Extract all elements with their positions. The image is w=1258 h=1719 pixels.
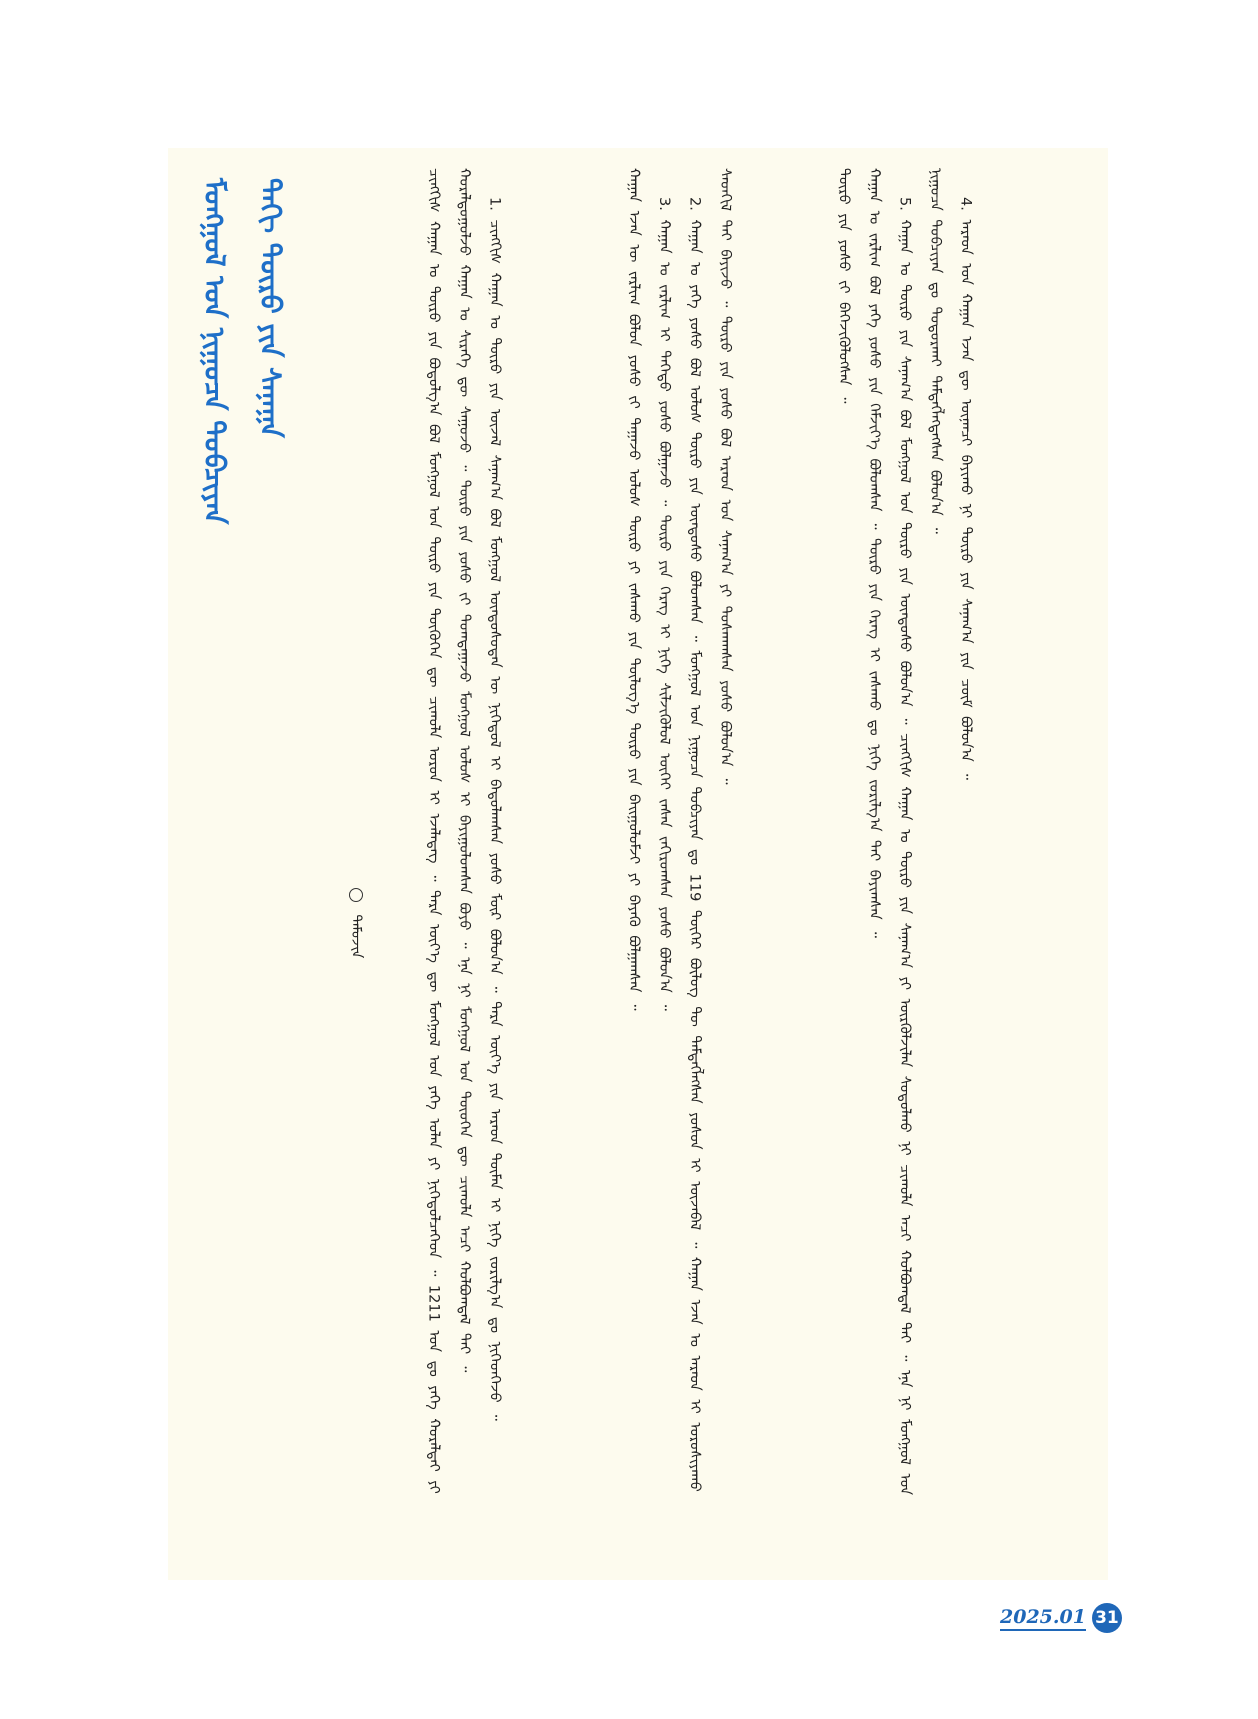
issue-date: 2025.01 — [1000, 1606, 1086, 1631]
paragraph: 5. ᠬᠠᠭᠠᠨ ᠤ ᠲᠥᠷᠥ ᠶᠢᠨ ᠰᠠᠨᠠᠭ᠎ᠠ ᠪᠣᠯ ᠮᠣᠩᠭᠣᠯ ᠤᠨ ᠲᠥᠷᠥ ᠶᠢᠨ ᠦᠨᠳᠦᠰᠦ ᠪᠣᠯᠤᠨ᠎ᠠ ᠃ ᠴᠢᠩᠭᠢᠰ ᠬᠠᠭᠠᠨ ᠤ ᠲᠥᠷᠥ ᠶᠢᠨ ᠰᠠᠨᠠᠭ᠎ᠠ ᠶᠢ ᠦᠷᠭᠦᠯᠵᠢᠯᠡᠨ ᠰᠤᠳᠤᠯᠬᠤ ᠨᠢ ᠴᠢᠬᠤᠯᠠ ᠠᠴᠢ ᠬᠣᠯᠪᠣᠭᠳᠠᠯ ᠲᠠᠢ ᠃ ᠡᠨᠡ ᠨᠢ ᠮᠣᠩᠭᠣᠯ ᠤᠨ ᠨᠢᠭᠤᠴᠠ ᠲᠣᠪᠴᠢᠶᠠᠨ ᠳᠤ ᠲᠤᠳᠤᠷᠬᠠᠢ ᠲᠡᠮᠳᠡᠭᠯᠡᠭᠳᠡᠭᠰᠡᠨ ᠪᠣᠯᠤᠨ᠎ᠠ ᠃ — [896, 168, 943, 1496]
page-number: 31 — [1092, 1603, 1122, 1633]
paragraph: 1. ᠴᠢᠩᠭᠢᠰ ᠬᠠᠭᠠᠨ ᠤ ᠲᠥᠷᠥ ᠶᠢᠨ ᠦᠵᠡᠯ ᠰᠠᠨᠠᠭ᠎ᠠ ᠪᠣᠯ ᠮᠣᠩᠭᠣᠯ ᠦᠨᠳᠦᠰᠦᠲᠡᠨ ᠦ ᠨᠢᠭᠡᠳᠦᠯ ᠢ ᠪᠠᠲᠤᠯᠠᠭᠰᠠᠨ ᠶᠣᠰᠣ ᠮᠥᠷ ᠪᠣᠯᠤᠨ᠎ᠠ ᠃ ᠲᠡᠷᠡ ᠦᠶ᠎ᠡ ᠶᠢᠨ ᠠᠷᠠᠳ ᠲᠦᠮᠡᠨ ᠢ ᠨᠢᠭᠡ ᠵᠣᠷᠢᠯᠭ᠎ᠠ ᠳᠤ ᠨᠢᠭᠡᠳᠬᠡᠵᠦ ᠃ — [486, 197, 503, 1421]
paragraph: 2. ᠬᠠᠭᠠᠨ ᠤ ᠶᠡᠬᠡ ᠶᠣᠰᠣ ᠪᠣᠯ ᠤᠯᠤᠰ ᠲᠥᠷᠥ ᠶᠢᠨ ᠦᠨᠳᠦᠰᠦ ᠪᠣᠯᠤᠭᠰᠠᠨ ᠃ ᠮᠣᠩᠭᠣᠯ ᠤᠨ ᠨᠢᠭᠤᠴᠠ ᠲᠣᠪᠴᠢᠶᠠᠨ ᠳᠤ 119 ᠳᠦᠭᠡᠷ ᠪᠦᠯᠦᠭ ᠲᠦ ᠲᠡᠮᠳᠡᠭᠯᠡᠭᠰᠡᠨ ᠶᠣᠰᠣᠨ ᠢ ᠦᠵᠡᠪᠡᠯ ᠃ ᠬᠠᠭᠠᠨ ᠡᠵᠡᠨ ᠤ ᠠᠷᠠᠳ ᠢ ᠤᠷᠤᠰᠢᠶᠠᠬᠤ ᠰᠡᠳᠬᠢᠯ ᠲᠠᠢ ᠪᠠᠶᠢᠵᠤ ᠃ ᠲᠥᠷᠥ ᠶᠢᠨ ᠶᠣᠰᠣ ᠪᠣᠯ ᠠᠷᠠᠳ ᠤᠨ ᠰᠠᠨᠠᠭ᠎ᠠ ᠶᠢ ᠲᠤᠰᠬᠠᠭᠰᠠᠨ ᠶᠣᠰᠣ ᠪᠣᠯᠤᠨ᠎ᠠ ᠃ — [686, 168, 733, 1492]
text-column-3 — [828, 148, 1098, 1538]
page-footer — [1000, 1598, 1150, 1638]
article-title — [186, 178, 336, 738]
text-column-2 — [618, 148, 818, 1538]
paragraph: ᠴᠢᠩᠭᠢᠰ ᠬᠠᠭᠠᠨ ᠤ ᠲᠥᠷᠥ ᠶᠢᠨ ᠪᠣᠳᠣᠯᠭ᠎ᠠ ᠪᠣᠯ ᠮᠣᠩᠭᠣᠯ ᠤᠨ ᠲᠥᠷᠥ ᠶᠢᠨ ᠲᠦᠭᠦᠬᠡᠨ ᠳᠦ ᠴᠢᠬᠤᠯᠠ ᠤᠷᠤᠨ ᠢ ᠡᠵᠡᠯᠡᠳᠡᠭ ᠃ ᠲᠡᠷᠡ ᠦᠶ᠎ᠡ ᠳᠦ ᠮᠣᠩᠭᠣᠯ ᠤᠨ ᠶᠡᠬᠡ ᠣᠯᠠᠨ ᠶᠢ ᠨᠢᠭᠡᠳᠦᠯᠴᠡᠭᠡᠳ ᠃ 1211 ᠣᠨ ᠳᠤ ᠶᠡᠬᠡ ᠬᠤᠷᠠᠯᠳᠠᠢ ᠶᠢ ᠬᠤᠷᠠᠯᠳᠤᠭᠤᠯᠵᠤ ᠬᠠᠭᠠᠨ ᠤ ᠰᠢᠷᠡᠭᠡ ᠳᠦ ᠰᠠᠭᠤᠵᠤ ᠃ ᠲᠥᠷᠥ ᠶᠢᠨ ᠶᠣᠰᠣ ᠵᠢ ᠲᠣᠭᠲᠠᠭᠠᠵᠤ ᠮᠣᠩᠭᠣᠯ ᠤᠯᠤᠰ ᠢ ᠪᠠᠶᠢᠭᠤᠯᠤᠭᠰᠠᠨ ᠪᠤᠶᠤ ᠃ ᠡᠨᠡ ᠨᠢ ᠮᠣᠩᠭᠣᠯ ᠤᠨ ᠲᠦᠦᠬᠡᠨ ᠳᠦ ᠴᠢᠬᠤᠯᠠ ᠠᠴᠢ ᠬᠣᠯᠪᠣᠭᠳᠠᠯ ᠲᠠᠢ ᠃ — [425, 168, 472, 1494]
circle-bullet-icon — [349, 888, 363, 902]
paragraph: 4. ᠠᠷᠠᠳ ᠤᠨ ᠬᠠᠭᠠᠨ ᠡᠵᠡᠨ ᠳᠦ ᠦᠨᠡᠨᠴᠢ ᠪᠠᠶᠢᠬᠤ ᠨᠢ ᠲᠥᠷᠥ ᠶᠢᠨ ᠰᠠᠨᠠᠭ᠎ᠠ ᠶᠢᠨ ᠴᠥᠮ ᠪᠣᠯᠤᠨ᠎ᠠ ᠃ — [957, 197, 974, 780]
paragraph: ᠲᠥᠷᠥ ᠶᠢᠨ ᠶᠣᠰᠣ ᠵᠢ ᠪᠡᠬᠡᠵᠢᠭᠦᠯᠦᠭᠰᠡᠨ ᠃ — [835, 168, 852, 404]
paragraph: 3. ᠬᠠᠭᠠᠨ ᠤ ᠵᠠᠷᠯᠢᠭ ᠢ ᠳᠡᠭᠡᠳᠦ ᠶᠣᠰᠣ ᠪᠣᠯᠭᠠᠵᠤ ᠃ ᠲᠥᠷᠥ ᠶᠢᠨ ᠬᠡᠷᠡᠭ ᠢ ᠨᠢᠭᠡ ᠰᠢᠯᠵᠢᠭᠦᠯᠦᠯ ᠦᠭᠡᠢ ᠵᠠᠰᠠᠨ ᠵᠠᠬᠢᠷᠤᠭᠰᠠᠨ ᠶᠣᠰᠣ ᠪᠣᠯᠤᠨ᠎ᠠ ᠃ — [656, 197, 672, 1011]
paragraph: ᠬᠠᠭᠠᠨ ᠤ ᠵᠠᠷᠯᠢᠭ ᠪᠣᠯ ᠶᠡᠬᠡ ᠶᠣᠰᠣ ᠶᠢᠨ ᠬᠡᠮᠵᠢᠶ᠎ᠡ ᠪᠣᠯᠤᠭᠰᠠᠨ ᠃ ᠲᠥᠷᠥ ᠶᠢᠨ ᠬᠡᠷᠡᠭ ᠢ ᠵᠠᠰᠠᠬᠤ ᠳᠤ ᠨᠢᠭᠡ ᠵᠣᠷᠢᠯᠭ᠎ᠠ ᠲᠠᠢ ᠪᠠᠶᠢᠭᠰᠠᠨ ᠃ — [866, 168, 882, 938]
paragraph: ᠬᠠᠭᠠᠨ ᠡᠵᠡᠨ ᠦ ᠵᠠᠷᠯᠢᠭ ᠪᠣᠯᠤᠨ ᠶᠣᠰᠣ ᠵᠢ ᠳᠠᠭᠠᠵᠤ ᠤᠯᠤᠰ ᠲᠥᠷᠥ ᠶᠢ ᠵᠠᠰᠠᠬᠤ ᠶᠢᠨ ᠲᠥᠯᠥᠭ᠎ᠡ ᠲᠥᠷᠥ ᠶᠢᠨ ᠪᠠᠢᠭᠤᠯᠤᠮᠵᠢ ᠶᠢ ᠪᠡᠶᠡᠬᠦ ᠪᠣᠯᠭᠠᠭᠰᠠᠨ ᠃ — [625, 168, 642, 1011]
text-column-1 — [418, 148, 608, 1538]
author-name: ᠲᠡᠮᠦᠵᠢᠨ — [348, 914, 364, 959]
title-line-2: ᠳᠡᠬᠢ ᠲᠥᠷᠥ ᠶᠢᠨ ᠰᠠᠨᠠᠭᠠ — [254, 178, 287, 438]
title-line-1: ᠮᠣᠩᠭᠣᠯ ᠤᠨ ᠨᠢᠭᠤᠴᠠ ᠲᠣᠪᠴᠢᠶᠠᠨ — [198, 178, 231, 525]
page-panel — [168, 148, 1108, 1580]
author-byline — [344, 888, 374, 1088]
